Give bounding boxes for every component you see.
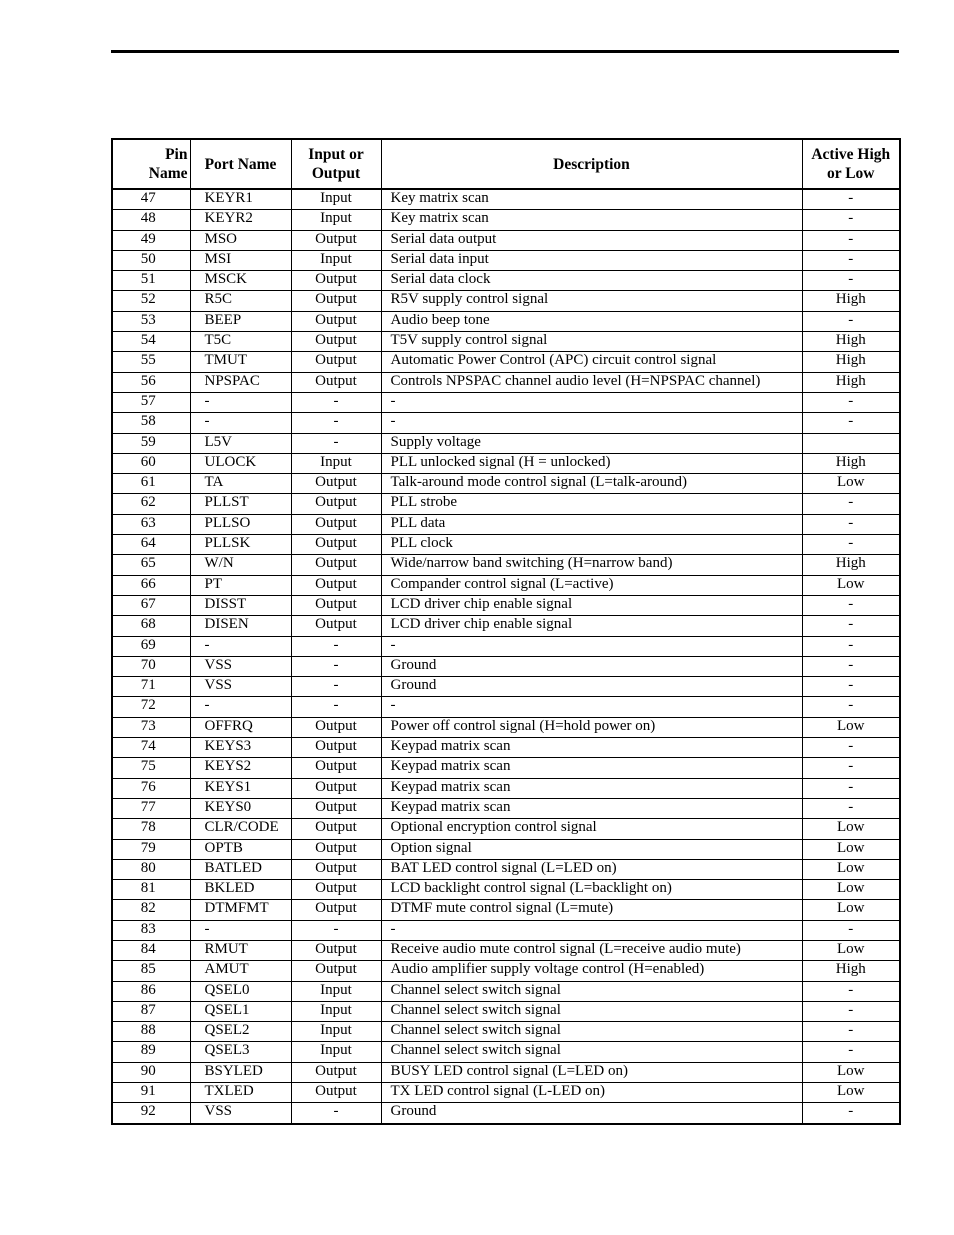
- table-row: [112, 636, 900, 656]
- pin-number-cell: 86: [112, 981, 190, 1001]
- input-output-cell: -: [291, 636, 381, 656]
- active-level-cell: -: [802, 413, 900, 433]
- port-name-cell: -: [190, 413, 291, 433]
- description-cell: PLL unlocked signal (H = unlocked): [381, 453, 802, 473]
- table-row: [112, 656, 900, 676]
- pin-number-cell: 57: [112, 392, 190, 412]
- table-row: [112, 230, 900, 250]
- description-cell: Audio beep tone: [381, 311, 802, 331]
- port-name-cell: KEYR2: [190, 210, 291, 230]
- table-row: [112, 453, 900, 473]
- port-name-cell: AMUT: [190, 961, 291, 981]
- table-row: [112, 1083, 900, 1103]
- pin-number-cell: 92: [112, 1103, 190, 1124]
- pin-number-cell: 87: [112, 1001, 190, 1021]
- active-level-cell: -: [802, 250, 900, 270]
- description-cell: Keypad matrix scan: [381, 738, 802, 758]
- active-level-cell: Low: [802, 819, 900, 839]
- input-output-cell: Output: [291, 514, 381, 534]
- header-pin-name: Pin Name: [112, 139, 190, 189]
- pin-number-cell: 64: [112, 535, 190, 555]
- table-row: [112, 413, 900, 433]
- active-level-cell: [802, 433, 900, 453]
- input-output-cell: Output: [291, 738, 381, 758]
- description-cell: Optional encryption control signal: [381, 819, 802, 839]
- active-level-cell: High: [802, 453, 900, 473]
- pin-number-cell: 67: [112, 595, 190, 615]
- active-level-cell: -: [802, 535, 900, 555]
- port-name-cell: NPSPAC: [190, 372, 291, 392]
- input-output-cell: Output: [291, 372, 381, 392]
- port-name-cell: PLLSK: [190, 535, 291, 555]
- description-cell: Channel select switch signal: [381, 1022, 802, 1042]
- pin-number-cell: 47: [112, 189, 190, 210]
- pin-number-cell: 81: [112, 880, 190, 900]
- table-row: [112, 474, 900, 494]
- input-output-cell: Output: [291, 880, 381, 900]
- table-row: [112, 677, 900, 697]
- description-cell: -: [381, 920, 802, 940]
- table-row: [112, 880, 900, 900]
- table-row: [112, 920, 900, 940]
- table-row: [112, 616, 900, 636]
- port-name-cell: VSS: [190, 656, 291, 676]
- table-row: [112, 758, 900, 778]
- pin-table: [111, 138, 901, 1125]
- table-row: [112, 311, 900, 331]
- description-cell: -: [381, 413, 802, 433]
- active-level-cell: -: [802, 656, 900, 676]
- description-cell: Ground: [381, 1103, 802, 1124]
- table-row: [112, 332, 900, 352]
- input-output-cell: -: [291, 433, 381, 453]
- port-name-cell: DTMFMT: [190, 900, 291, 920]
- active-level-cell: Low: [802, 1062, 900, 1082]
- pin-number-cell: 62: [112, 494, 190, 514]
- table-row: [112, 595, 900, 615]
- input-output-cell: Input: [291, 210, 381, 230]
- pin-number-cell: 82: [112, 900, 190, 920]
- top-rule: [111, 50, 899, 53]
- table-row: [112, 940, 900, 960]
- port-name-cell: MSO: [190, 230, 291, 250]
- active-level-cell: Low: [802, 474, 900, 494]
- description-cell: Compander control signal (L=active): [381, 575, 802, 595]
- active-level-cell: Low: [802, 900, 900, 920]
- input-output-cell: Output: [291, 575, 381, 595]
- active-level-cell: -: [802, 920, 900, 940]
- pin-number-cell: 73: [112, 717, 190, 737]
- input-output-cell: Output: [291, 839, 381, 859]
- input-output-cell: Output: [291, 819, 381, 839]
- port-name-cell: PLLSO: [190, 514, 291, 534]
- port-name-cell: QSEL3: [190, 1042, 291, 1062]
- header-port-name: Port Name: [190, 139, 291, 189]
- input-output-cell: Output: [291, 352, 381, 372]
- port-name-cell: RMUT: [190, 940, 291, 960]
- description-cell: Controls NPSPAC channel audio level (H=NPSPAC channel): [381, 372, 802, 392]
- active-level-cell: -: [802, 1022, 900, 1042]
- active-level-cell: -: [802, 738, 900, 758]
- input-output-cell: Output: [291, 859, 381, 879]
- input-output-cell: Output: [291, 717, 381, 737]
- input-output-cell: Output: [291, 332, 381, 352]
- port-name-cell: TA: [190, 474, 291, 494]
- active-level-cell: -: [802, 636, 900, 656]
- port-name-cell: DISST: [190, 595, 291, 615]
- table-row: [112, 717, 900, 737]
- description-cell: Ground: [381, 656, 802, 676]
- active-level-cell: -: [802, 392, 900, 412]
- pin-number-cell: 80: [112, 859, 190, 879]
- description-cell: R5V supply control signal: [381, 291, 802, 311]
- description-cell: PLL data: [381, 514, 802, 534]
- pin-number-cell: 59: [112, 433, 190, 453]
- table-row: [112, 392, 900, 412]
- input-output-cell: Output: [291, 291, 381, 311]
- input-output-cell: Input: [291, 189, 381, 210]
- pin-number-cell: 61: [112, 474, 190, 494]
- port-name-cell: L5V: [190, 433, 291, 453]
- table-row: [112, 514, 900, 534]
- pin-number-cell: 65: [112, 555, 190, 575]
- port-name-cell: -: [190, 697, 291, 717]
- input-output-cell: -: [291, 1103, 381, 1124]
- pin-number-cell: 88: [112, 1022, 190, 1042]
- table-row: [112, 778, 900, 798]
- input-output-cell: Output: [291, 900, 381, 920]
- active-level-cell: -: [802, 1103, 900, 1124]
- pin-number-cell: 90: [112, 1062, 190, 1082]
- active-level-cell: High: [802, 372, 900, 392]
- input-output-cell: Input: [291, 453, 381, 473]
- port-name-cell: -: [190, 392, 291, 412]
- active-level-cell: -: [802, 514, 900, 534]
- description-cell: PLL strobe: [381, 494, 802, 514]
- pin-number-cell: 60: [112, 453, 190, 473]
- table-row: [112, 575, 900, 595]
- table-row: [112, 291, 900, 311]
- pin-number-cell: 49: [112, 230, 190, 250]
- description-cell: LCD driver chip enable signal: [381, 595, 802, 615]
- port-name-cell: QSEL2: [190, 1022, 291, 1042]
- description-cell: BAT LED control signal (L=LED on): [381, 859, 802, 879]
- active-level-cell: -: [802, 778, 900, 798]
- description-cell: Ground: [381, 677, 802, 697]
- description-cell: -: [381, 392, 802, 412]
- active-level-cell: -: [802, 494, 900, 514]
- table-row: [112, 210, 900, 230]
- input-output-cell: Output: [291, 494, 381, 514]
- table-row: [112, 1022, 900, 1042]
- active-level-cell: Low: [802, 717, 900, 737]
- input-output-cell: Output: [291, 230, 381, 250]
- pin-number-cell: 79: [112, 839, 190, 859]
- pin-number-cell: 51: [112, 271, 190, 291]
- table-row: [112, 819, 900, 839]
- description-cell: Power off control signal (H=hold power on): [381, 717, 802, 737]
- description-cell: Serial data output: [381, 230, 802, 250]
- table-row: [112, 798, 900, 818]
- table-row: [112, 494, 900, 514]
- port-name-cell: BATLED: [190, 859, 291, 879]
- description-cell: PLL clock: [381, 535, 802, 555]
- pin-number-cell: 77: [112, 798, 190, 818]
- active-level-cell: Low: [802, 940, 900, 960]
- input-output-cell: -: [291, 697, 381, 717]
- pin-number-cell: 78: [112, 819, 190, 839]
- header-input-output: Input or Output: [291, 139, 381, 189]
- pin-table-body: [112, 189, 900, 1124]
- description-cell: Channel select switch signal: [381, 1001, 802, 1021]
- input-output-cell: Output: [291, 1062, 381, 1082]
- table-row: [112, 271, 900, 291]
- active-level-cell: -: [802, 981, 900, 1001]
- description-cell: Serial data clock: [381, 271, 802, 291]
- description-cell: LCD backlight control signal (L=backlight on): [381, 880, 802, 900]
- description-cell: Key matrix scan: [381, 210, 802, 230]
- port-name-cell: ULOCK: [190, 453, 291, 473]
- pin-number-cell: 76: [112, 778, 190, 798]
- port-name-cell: BSYLED: [190, 1062, 291, 1082]
- port-name-cell: MSI: [190, 250, 291, 270]
- input-output-cell: Input: [291, 981, 381, 1001]
- port-name-cell: OPTB: [190, 839, 291, 859]
- input-output-cell: Input: [291, 250, 381, 270]
- port-name-cell: TXLED: [190, 1083, 291, 1103]
- input-output-cell: Input: [291, 1022, 381, 1042]
- description-cell: Keypad matrix scan: [381, 758, 802, 778]
- pin-number-cell: 52: [112, 291, 190, 311]
- input-output-cell: Output: [291, 758, 381, 778]
- description-cell: Receive audio mute control signal (L=receive audio mute): [381, 940, 802, 960]
- table-row: [112, 900, 900, 920]
- description-cell: Talk-around mode control signal (L=talk-around): [381, 474, 802, 494]
- description-cell: Option signal: [381, 839, 802, 859]
- active-level-cell: -: [802, 230, 900, 250]
- table-row: [112, 250, 900, 270]
- port-name-cell: CLR/CODE: [190, 819, 291, 839]
- active-level-cell: Low: [802, 839, 900, 859]
- port-name-cell: -: [190, 636, 291, 656]
- port-name-cell: QSEL0: [190, 981, 291, 1001]
- pin-number-cell: 85: [112, 961, 190, 981]
- description-cell: Automatic Power Control (APC) circuit control signal: [381, 352, 802, 372]
- description-cell: T5V supply control signal: [381, 332, 802, 352]
- active-level-cell: -: [802, 616, 900, 636]
- input-output-cell: Output: [291, 940, 381, 960]
- table-row: [112, 1001, 900, 1021]
- pin-number-cell: 55: [112, 352, 190, 372]
- active-level-cell: High: [802, 555, 900, 575]
- active-level-cell: -: [802, 210, 900, 230]
- description-cell: TX LED control signal (L-LED on): [381, 1083, 802, 1103]
- input-output-cell: Output: [291, 311, 381, 331]
- description-cell: DTMF mute control signal (L=mute): [381, 900, 802, 920]
- table-row: [112, 535, 900, 555]
- active-level-cell: Low: [802, 859, 900, 879]
- port-name-cell: VSS: [190, 1103, 291, 1124]
- port-name-cell: TMUT: [190, 352, 291, 372]
- table-row: [112, 555, 900, 575]
- table-row: [112, 1042, 900, 1062]
- active-level-cell: High: [802, 961, 900, 981]
- active-level-cell: High: [802, 352, 900, 372]
- pin-number-cell: 84: [112, 940, 190, 960]
- description-cell: Keypad matrix scan: [381, 798, 802, 818]
- input-output-cell: Output: [291, 271, 381, 291]
- active-level-cell: -: [802, 271, 900, 291]
- table-row: [112, 697, 900, 717]
- port-name-cell: QSEL1: [190, 1001, 291, 1021]
- port-name-cell: W/N: [190, 555, 291, 575]
- active-level-cell: -: [802, 595, 900, 615]
- pin-number-cell: 50: [112, 250, 190, 270]
- description-cell: LCD driver chip enable signal: [381, 616, 802, 636]
- table-row: [112, 352, 900, 372]
- port-name-cell: PLLST: [190, 494, 291, 514]
- pin-number-cell: 70: [112, 656, 190, 676]
- table-row: [112, 961, 900, 981]
- pin-number-cell: 91: [112, 1083, 190, 1103]
- input-output-cell: Output: [291, 555, 381, 575]
- port-name-cell: -: [190, 920, 291, 940]
- port-name-cell: BKLED: [190, 880, 291, 900]
- input-output-cell: -: [291, 656, 381, 676]
- port-name-cell: KEYS3: [190, 738, 291, 758]
- description-cell: BUSY LED control signal (L=LED on): [381, 1062, 802, 1082]
- pin-number-cell: 68: [112, 616, 190, 636]
- port-name-cell: VSS: [190, 677, 291, 697]
- port-name-cell: OFFRQ: [190, 717, 291, 737]
- pin-number-cell: 74: [112, 738, 190, 758]
- port-name-cell: T5C: [190, 332, 291, 352]
- pin-number-cell: 48: [112, 210, 190, 230]
- table-row: [112, 859, 900, 879]
- active-level-cell: -: [802, 311, 900, 331]
- pin-number-cell: 56: [112, 372, 190, 392]
- table-row: [112, 981, 900, 1001]
- pin-number-cell: 53: [112, 311, 190, 331]
- description-cell: Wide/narrow band switching (H=narrow band): [381, 555, 802, 575]
- port-name-cell: R5C: [190, 291, 291, 311]
- table-row: [112, 1062, 900, 1082]
- description-cell: -: [381, 697, 802, 717]
- description-cell: Supply voltage: [381, 433, 802, 453]
- port-name-cell: DISEN: [190, 616, 291, 636]
- input-output-cell: Output: [291, 535, 381, 555]
- description-cell: Keypad matrix scan: [381, 778, 802, 798]
- active-level-cell: Low: [802, 575, 900, 595]
- table-row: [112, 372, 900, 392]
- description-cell: Audio amplifier supply voltage control (H=enabled): [381, 961, 802, 981]
- header-active-level: Active High or Low: [802, 139, 900, 189]
- pin-number-cell: 69: [112, 636, 190, 656]
- input-output-cell: -: [291, 677, 381, 697]
- active-level-cell: -: [802, 1042, 900, 1062]
- port-name-cell: KEYR1: [190, 189, 291, 210]
- description-cell: -: [381, 636, 802, 656]
- input-output-cell: Input: [291, 1042, 381, 1062]
- pin-number-cell: 89: [112, 1042, 190, 1062]
- input-output-cell: -: [291, 413, 381, 433]
- table-row: [112, 1103, 900, 1124]
- table-row: [112, 839, 900, 859]
- input-output-cell: Output: [291, 778, 381, 798]
- pin-number-cell: 71: [112, 677, 190, 697]
- input-output-cell: Output: [291, 595, 381, 615]
- active-level-cell: High: [802, 332, 900, 352]
- pin-number-cell: 75: [112, 758, 190, 778]
- pin-number-cell: 66: [112, 575, 190, 595]
- input-output-cell: Output: [291, 961, 381, 981]
- description-cell: Channel select switch signal: [381, 981, 802, 1001]
- table-row: [112, 433, 900, 453]
- port-name-cell: KEYS2: [190, 758, 291, 778]
- active-level-cell: -: [802, 677, 900, 697]
- active-level-cell: -: [802, 798, 900, 818]
- description-cell: Key matrix scan: [381, 189, 802, 210]
- description-cell: Channel select switch signal: [381, 1042, 802, 1062]
- port-name-cell: KEYS1: [190, 778, 291, 798]
- pin-number-cell: 58: [112, 413, 190, 433]
- active-level-cell: -: [802, 697, 900, 717]
- input-output-cell: Output: [291, 1083, 381, 1103]
- pin-number-cell: 72: [112, 697, 190, 717]
- active-level-cell: -: [802, 1001, 900, 1021]
- table-row: [112, 738, 900, 758]
- pin-number-cell: 63: [112, 514, 190, 534]
- active-level-cell: -: [802, 758, 900, 778]
- header-description: Description: [381, 139, 802, 189]
- pin-number-cell: 83: [112, 920, 190, 940]
- active-level-cell: Low: [802, 880, 900, 900]
- input-output-cell: Output: [291, 474, 381, 494]
- input-output-cell: -: [291, 392, 381, 412]
- active-level-cell: -: [802, 189, 900, 210]
- active-level-cell: High: [802, 291, 900, 311]
- port-name-cell: KEYS0: [190, 798, 291, 818]
- table-header-row: [112, 139, 900, 189]
- active-level-cell: Low: [802, 1083, 900, 1103]
- pin-number-cell: 54: [112, 332, 190, 352]
- input-output-cell: Output: [291, 798, 381, 818]
- description-cell: Serial data input: [381, 250, 802, 270]
- input-output-cell: -: [291, 920, 381, 940]
- port-name-cell: BEEP: [190, 311, 291, 331]
- table-row: [112, 189, 900, 210]
- input-output-cell: Output: [291, 616, 381, 636]
- input-output-cell: Input: [291, 1001, 381, 1021]
- port-name-cell: PT: [190, 575, 291, 595]
- port-name-cell: MSCK: [190, 271, 291, 291]
